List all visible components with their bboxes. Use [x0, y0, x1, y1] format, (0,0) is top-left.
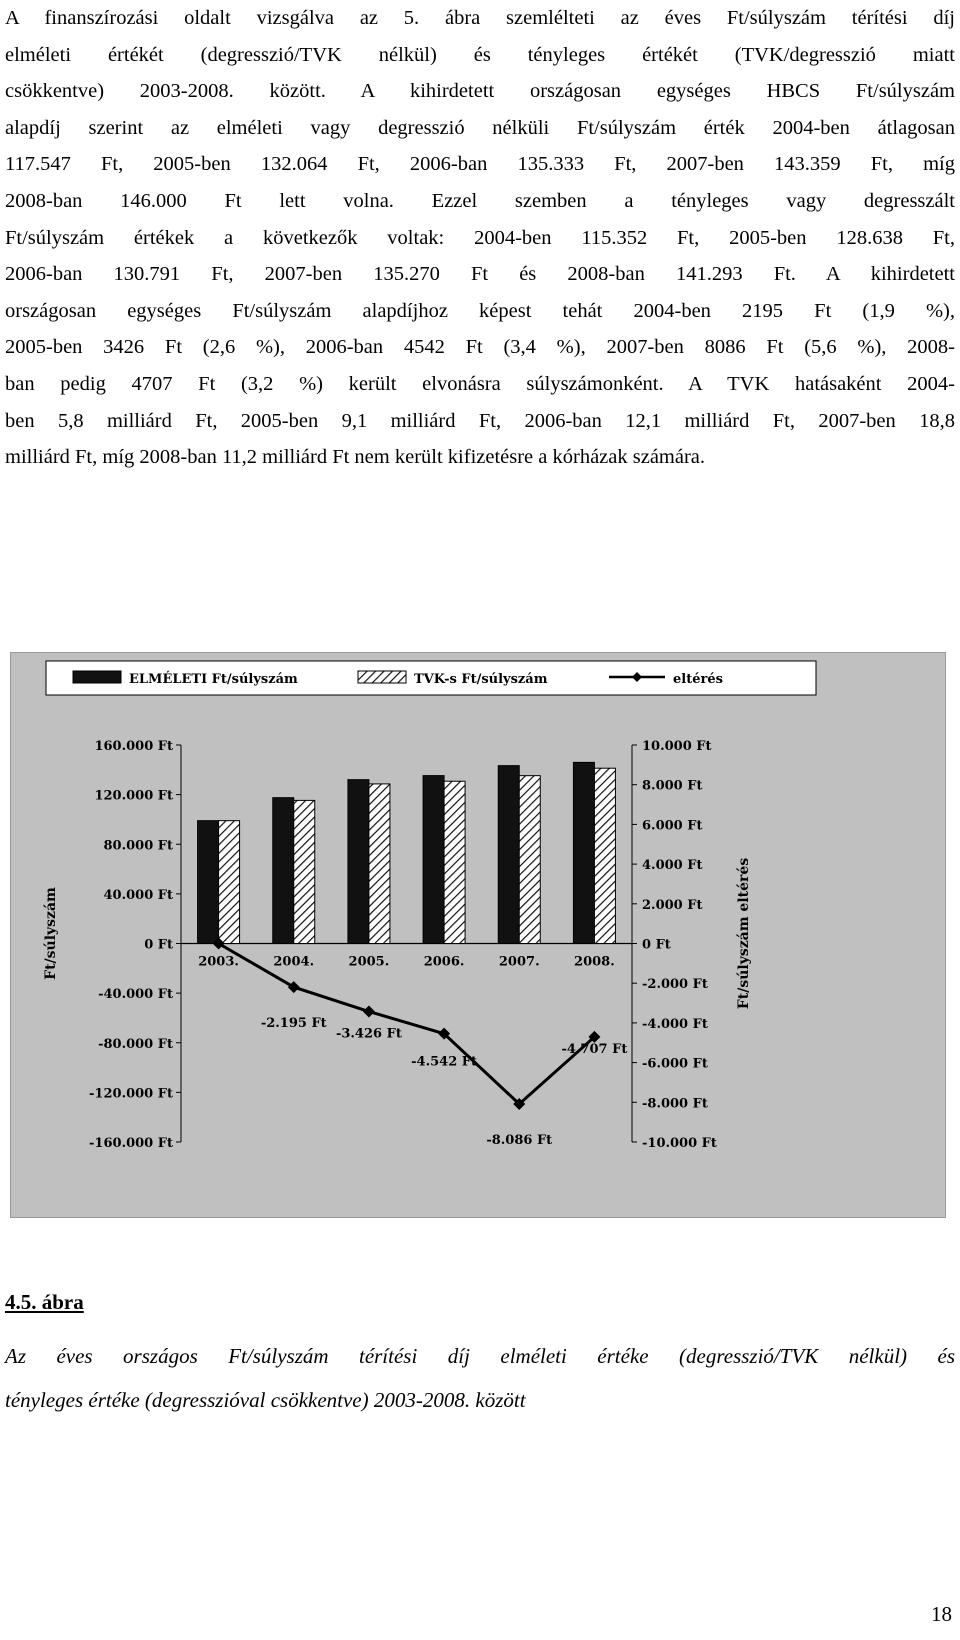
right-axis-title: Ft/súlyszám eltérés [736, 857, 752, 1010]
diff-marker [363, 1006, 375, 1018]
right-axis-tick-label: -8.000 Ft [642, 1096, 708, 1112]
bar-tvk [444, 781, 465, 943]
left-axis-tick-label: -120.000 Ft [89, 1086, 173, 1102]
right-axis-tick-label: -6.000 Ft [642, 1056, 708, 1072]
bar-theoretical [273, 798, 294, 944]
bar-theoretical [198, 821, 219, 944]
right-axis-tick-label: 4.000 Ft [642, 858, 703, 874]
paragraph-line: A finanszírozási oldalt vizsgálva az 5. ábra szemlélteti az éves Ft/súlyszám térítési díj [5, 7, 955, 29]
paragraph-line: Ft/súlyszám értékek a következők voltak: 2004-ben 115.352 Ft, 2005-ben 128.638 Ft, [5, 226, 955, 249]
bar-theoretical [573, 762, 594, 943]
diff-data-label: -3.426 Ft [335, 1026, 402, 1042]
diff-data-label: -8.086 Ft [486, 1133, 553, 1149]
chart-legend [46, 661, 816, 695]
chart-frame [10, 652, 946, 1218]
diff-marker [288, 981, 300, 993]
right-axis-tick-label: 10.000 Ft [642, 739, 712, 754]
left-axis-tick-label: -80.000 Ft [98, 1036, 173, 1052]
legend-swatch-tvk [358, 671, 406, 683]
paragraph-line: 2005-ben 3426 Ft (2,6 %), 2006-ban 4542 Ft (3,4 %), 2007-ben 8086 Ft (5,6 %), 2008- [5, 336, 955, 359]
right-axis-tick-label: 6.000 Ft [642, 818, 703, 834]
category-label: 2003. [198, 954, 239, 970]
diff-data-label: -4.707 Ft [561, 1041, 628, 1057]
paragraph-line: elméleti értékét (degresszió/TVK nélkül) és tényleges értékét (TVK/degresszió miatt [5, 43, 955, 66]
paragraph-line: ben 5,8 milliárd Ft, 2005-ben 9,1 milliárd Ft, 2006-ban 12,1 milliárd Ft, 2007-ben 18,8 [5, 409, 955, 432]
bar-tvk [519, 776, 540, 944]
right-axis-tick-label: -4.000 Ft [642, 1016, 708, 1032]
bar-tvk [219, 821, 240, 944]
category-label: 2005. [348, 954, 390, 970]
bar-theoretical [348, 780, 369, 944]
paragraph-line: ban pedig 4707 Ft (3,2 %) került elvonásra súlyszámonként. A TVK hatásaként 2004- [5, 372, 955, 395]
figure-number: 4.5. ábra [5, 1290, 84, 1314]
left-axis-tick-label: 160.000 Ft [94, 739, 173, 754]
legend-swatch-theoretical [73, 671, 121, 683]
right-axis-tick-label: 0 Ft [642, 937, 671, 953]
category-label: 2004. [273, 954, 315, 970]
page-number: 18 [931, 1602, 952, 1626]
left-axis-title: Ft/súlyszám [43, 887, 59, 980]
bar-theoretical [498, 766, 519, 944]
right-axis-tick-label: -10.000 Ft [642, 1136, 717, 1151]
diff-data-label: -2.195 Ft [260, 1016, 327, 1032]
left-axis-tick-label: 120.000 Ft [94, 788, 173, 804]
left-axis-tick-label: -40.000 Ft [98, 987, 173, 1003]
paragraph-line: csökkentve) 2003-2008. között. A kihirdetett országosan egységes HBCS Ft/súlyszám [5, 80, 955, 103]
right-axis-tick-label: -2.000 Ft [642, 977, 708, 993]
paragraph-line: alapdíj szerint az elméleti vagy degresszió nélküli Ft/súlyszám érték 2004-ben átlagosan [5, 116, 955, 139]
paragraph-line: 2008-ban 146.000 Ft lett volna. Ezzel szemben a tényleges vagy degresszált [5, 189, 955, 212]
body-paragraph [5, 0, 955, 476]
paragraph-line: milliárd Ft, míg 2008-ban 11,2 milliárd Ft nem került kifizetésre a kórházak számára. [5, 446, 706, 469]
caption-line: Az éves országos Ft/súlyszám térítési díj elméleti értéke (degresszió/TVK nélkül) és [5, 1344, 955, 1368]
legend-label-diff: eltérés [673, 672, 723, 687]
category-label: 2007. [498, 954, 540, 970]
funding-chart [11, 653, 945, 1217]
bar-tvk [369, 784, 390, 944]
paragraph-line: 2006-ban 130.791 Ft, 2007-ben 135.270 Ft és 2008-ban 141.293 Ft. A kihirdetett [5, 263, 955, 286]
caption-line: tényleges értéke (degresszióval csökkentve) 2003-2008. között [5, 1388, 526, 1412]
left-axis-tick-label: 40.000 Ft [103, 887, 173, 903]
left-axis-tick-label: 80.000 Ft [103, 838, 173, 854]
category-label: 2006. [423, 954, 465, 970]
left-axis-tick-label: 0 Ft [144, 937, 173, 953]
right-axis-tick-label: 2.000 Ft [642, 897, 703, 913]
left-axis-tick-label: -160.000 Ft [89, 1136, 173, 1151]
bar-tvk [294, 800, 315, 943]
bar-tvk [594, 768, 615, 943]
diff-data-label: -4.542 Ft [411, 1054, 478, 1070]
paragraph-line: országosan egységes Ft/súlyszám alapdíjhoz képest tehát 2004-ben 2195 Ft (1,9 %), [5, 299, 955, 322]
category-label: 2008. [574, 954, 615, 970]
figure-caption [5, 1334, 955, 1422]
bar-theoretical [423, 776, 444, 944]
chart-bars [198, 762, 616, 969]
right-axis-tick-label: 8.000 Ft [642, 778, 703, 794]
legend-label-theoretical: ELMÉLETI Ft/súlyszám [129, 672, 298, 687]
legend-label-tvk: TVK-s Ft/súlyszám [414, 672, 548, 687]
chart-axes [43, 739, 752, 1151]
paragraph-line: 117.547 Ft, 2005-ben 132.064 Ft, 2006-ban 135.333 Ft, 2007-ben 143.359 Ft, míg [5, 153, 955, 176]
